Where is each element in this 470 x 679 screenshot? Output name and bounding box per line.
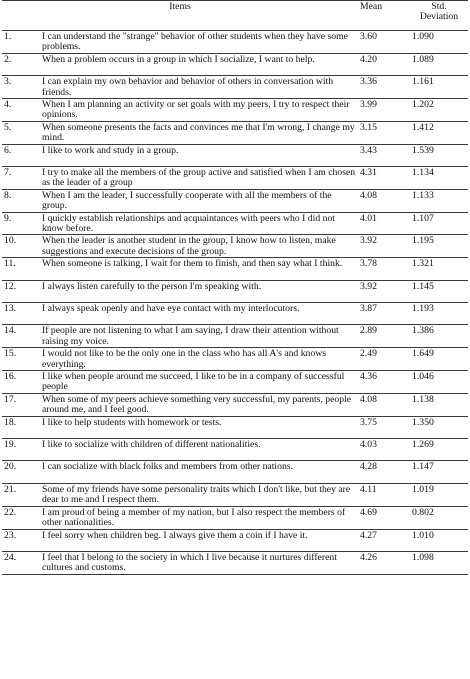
header-row xyxy=(2,1,468,31)
item-std-deviation: 1.046 xyxy=(410,371,468,394)
item-mean: 2.49 xyxy=(358,348,410,371)
item-std-deviation: 1.089 xyxy=(410,53,468,75)
item-text: I always listen carefully to the person I'm speaking with. xyxy=(40,280,358,302)
item-number: 8. xyxy=(2,189,40,212)
item-number: 17. xyxy=(2,393,40,416)
item-number: 24. xyxy=(2,551,40,574)
item-std-deviation: 1.133 xyxy=(410,189,468,212)
item-text: When I am planning an activity or set goals with my peers, I try to respect their opinions. xyxy=(40,99,358,122)
item-number: 5. xyxy=(2,121,40,144)
item-mean: 4,28 xyxy=(358,461,410,483)
item-std-deviation: 1.010 xyxy=(410,529,468,551)
table-row xyxy=(2,393,468,416)
table-row xyxy=(2,76,468,99)
item-text: I can understand the "strange" behavior of other students when they have some problems. xyxy=(40,31,358,54)
item-std-deviation: 1.539 xyxy=(410,144,468,166)
header-items: Items xyxy=(2,1,358,31)
item-text: I quickly establish relationships and acquaintances with peers who I did not know before. xyxy=(40,212,358,235)
table-row xyxy=(2,506,468,529)
item-std-deviation: 1.090 xyxy=(410,31,468,54)
item-mean: 3.43 xyxy=(358,144,410,166)
table-row xyxy=(2,303,468,325)
table-row xyxy=(2,348,468,371)
item-mean: 3.87 xyxy=(358,303,410,325)
item-text: Some of my friends have some personality traits which I don't like, but they are dear to me and I respect them. xyxy=(40,483,358,506)
item-number: 16. xyxy=(2,371,40,394)
item-std-deviation: 0.802 xyxy=(410,506,468,529)
item-text: When someone is talking, I wait for them to finish, and then say what I think. xyxy=(40,258,358,280)
table-body xyxy=(2,31,468,575)
item-number: 6. xyxy=(2,144,40,166)
item-text: I always speak openly and have eye contact with my interlocutors. xyxy=(40,303,358,325)
item-text: I feel sorry when children beg. I always give them a coin if I have it. xyxy=(40,529,358,551)
item-number: 3. xyxy=(2,76,40,99)
item-text: I can explain my own behavior and behavior of others in conversation with friends. xyxy=(40,76,358,99)
table-row xyxy=(2,461,468,483)
items-table xyxy=(2,0,468,575)
item-std-deviation: 1.147 xyxy=(410,461,468,483)
item-text: When a problem occurs in a group in which I socialize, I want to help. xyxy=(40,53,358,75)
item-std-deviation: 1.269 xyxy=(410,439,468,461)
header-mean: Mean xyxy=(358,1,410,31)
item-mean: 3.92 xyxy=(358,280,410,302)
table-row xyxy=(2,529,468,551)
table-row xyxy=(2,53,468,75)
item-std-deviation: 1.019 xyxy=(410,483,468,506)
table-row xyxy=(2,416,468,438)
item-text: I like to socialize with children of different nationalities. xyxy=(40,439,358,461)
item-mean: 4.08 xyxy=(358,393,410,416)
item-std-deviation: 1.145 xyxy=(410,280,468,302)
item-number: 9. xyxy=(2,212,40,235)
item-number: 22. xyxy=(2,506,40,529)
item-number: 13. xyxy=(2,303,40,325)
table-row xyxy=(2,167,468,190)
item-number: 19. xyxy=(2,439,40,461)
item-std-deviation: 1.138 xyxy=(410,393,468,416)
item-mean: 4.26 xyxy=(358,551,410,574)
table-row xyxy=(2,483,468,506)
item-text: I like to help students with homework or tests. xyxy=(40,416,358,438)
table-row xyxy=(2,99,468,122)
item-number: 14. xyxy=(2,325,40,348)
item-text: I would not like to be the only one in the class who has all A's and knows everything. xyxy=(40,348,358,371)
item-text: When someone presents the facts and convinces me that I'm wrong, I change my mind. xyxy=(40,121,358,144)
item-mean: 3.15 xyxy=(358,121,410,144)
item-mean: 4.20 xyxy=(358,53,410,75)
item-text: I try to make all the members of the group active and satisfied when I am chosen as the leader of a group xyxy=(40,167,358,190)
item-std-deviation: 1.098 xyxy=(410,551,468,574)
item-std-deviation: 1.134 xyxy=(410,167,468,190)
item-mean: 4.69 xyxy=(358,506,410,529)
table-row xyxy=(2,189,468,212)
item-std-deviation: 1.321 xyxy=(410,258,468,280)
item-mean: 4.01 xyxy=(358,212,410,235)
item-text: When the leader is another student in the group, I know how to listen, make suggestions and execute decisions of the group. xyxy=(40,235,358,258)
item-mean: 4.36 xyxy=(358,371,410,394)
item-mean: 3.60 xyxy=(358,31,410,54)
item-number: 1. xyxy=(2,31,40,54)
item-number: 4. xyxy=(2,99,40,122)
table-row xyxy=(2,551,468,574)
table-row xyxy=(2,235,468,258)
table-row xyxy=(2,212,468,235)
item-number: 15. xyxy=(2,348,40,371)
item-number: 2. xyxy=(2,53,40,75)
item-std-deviation: 1.161 xyxy=(410,76,468,99)
item-std-deviation: 1.202 xyxy=(410,99,468,122)
item-text: I feel that I belong to the society in which I live because it nurtures different cultures and customs. xyxy=(40,551,358,574)
item-number: 7. xyxy=(2,167,40,190)
item-std-deviation: 1.107 xyxy=(410,212,468,235)
item-std-deviation: 1.412 xyxy=(410,121,468,144)
item-text: I like to work and study in a group. xyxy=(40,144,358,166)
item-mean: 4.03 xyxy=(358,439,410,461)
item-text: When some of my peers achieve something very successful, my parents, people around me, and I feel good. xyxy=(40,393,358,416)
item-text: I can socialize with black folks and members from other nations. xyxy=(40,461,358,483)
item-mean: 3.78 xyxy=(358,258,410,280)
item-number: 23. xyxy=(2,529,40,551)
item-number: 10. xyxy=(2,235,40,258)
item-std-deviation: 1.193 xyxy=(410,303,468,325)
table-row xyxy=(2,371,468,394)
item-std-deviation: 1.649 xyxy=(410,348,468,371)
item-mean: 4.27 xyxy=(358,529,410,551)
item-std-deviation: 1.350 xyxy=(410,416,468,438)
item-text: I am proud of being a member of my nation, but I also respect the members of other nationalities. xyxy=(40,506,358,529)
item-number: 11. xyxy=(2,258,40,280)
table-row xyxy=(2,121,468,144)
table-row xyxy=(2,280,468,302)
table-row xyxy=(2,144,468,166)
table-row xyxy=(2,31,468,54)
header-std-deviation: Std. Deviation xyxy=(410,1,468,31)
item-std-deviation: 1.195 xyxy=(410,235,468,258)
item-std-deviation: 1.386 xyxy=(410,325,468,348)
item-text: I like when people around me succeed, I like to be in a company of successful people xyxy=(40,371,358,394)
item-mean: 2.89 xyxy=(358,325,410,348)
item-text: When I am the leader, I successfully cooperate with all the members of the group. xyxy=(40,189,358,212)
item-number: 21. xyxy=(2,483,40,506)
item-text: If people are not listening to what I am saying, I draw their attention without raising my voice. xyxy=(40,325,358,348)
table-row xyxy=(2,439,468,461)
item-mean: 3.75 xyxy=(358,416,410,438)
table-row xyxy=(2,258,468,280)
item-mean: 4.08 xyxy=(358,189,410,212)
item-number: 20. xyxy=(2,461,40,483)
table-row xyxy=(2,325,468,348)
item-mean: 4.11 xyxy=(358,483,410,506)
item-mean: 3.36 xyxy=(358,76,410,99)
item-mean: 4.31 xyxy=(358,167,410,190)
item-number: 12. xyxy=(2,280,40,302)
item-number: 18. xyxy=(2,416,40,438)
item-mean: 3.92 xyxy=(358,235,410,258)
item-mean: 3.99 xyxy=(358,99,410,122)
